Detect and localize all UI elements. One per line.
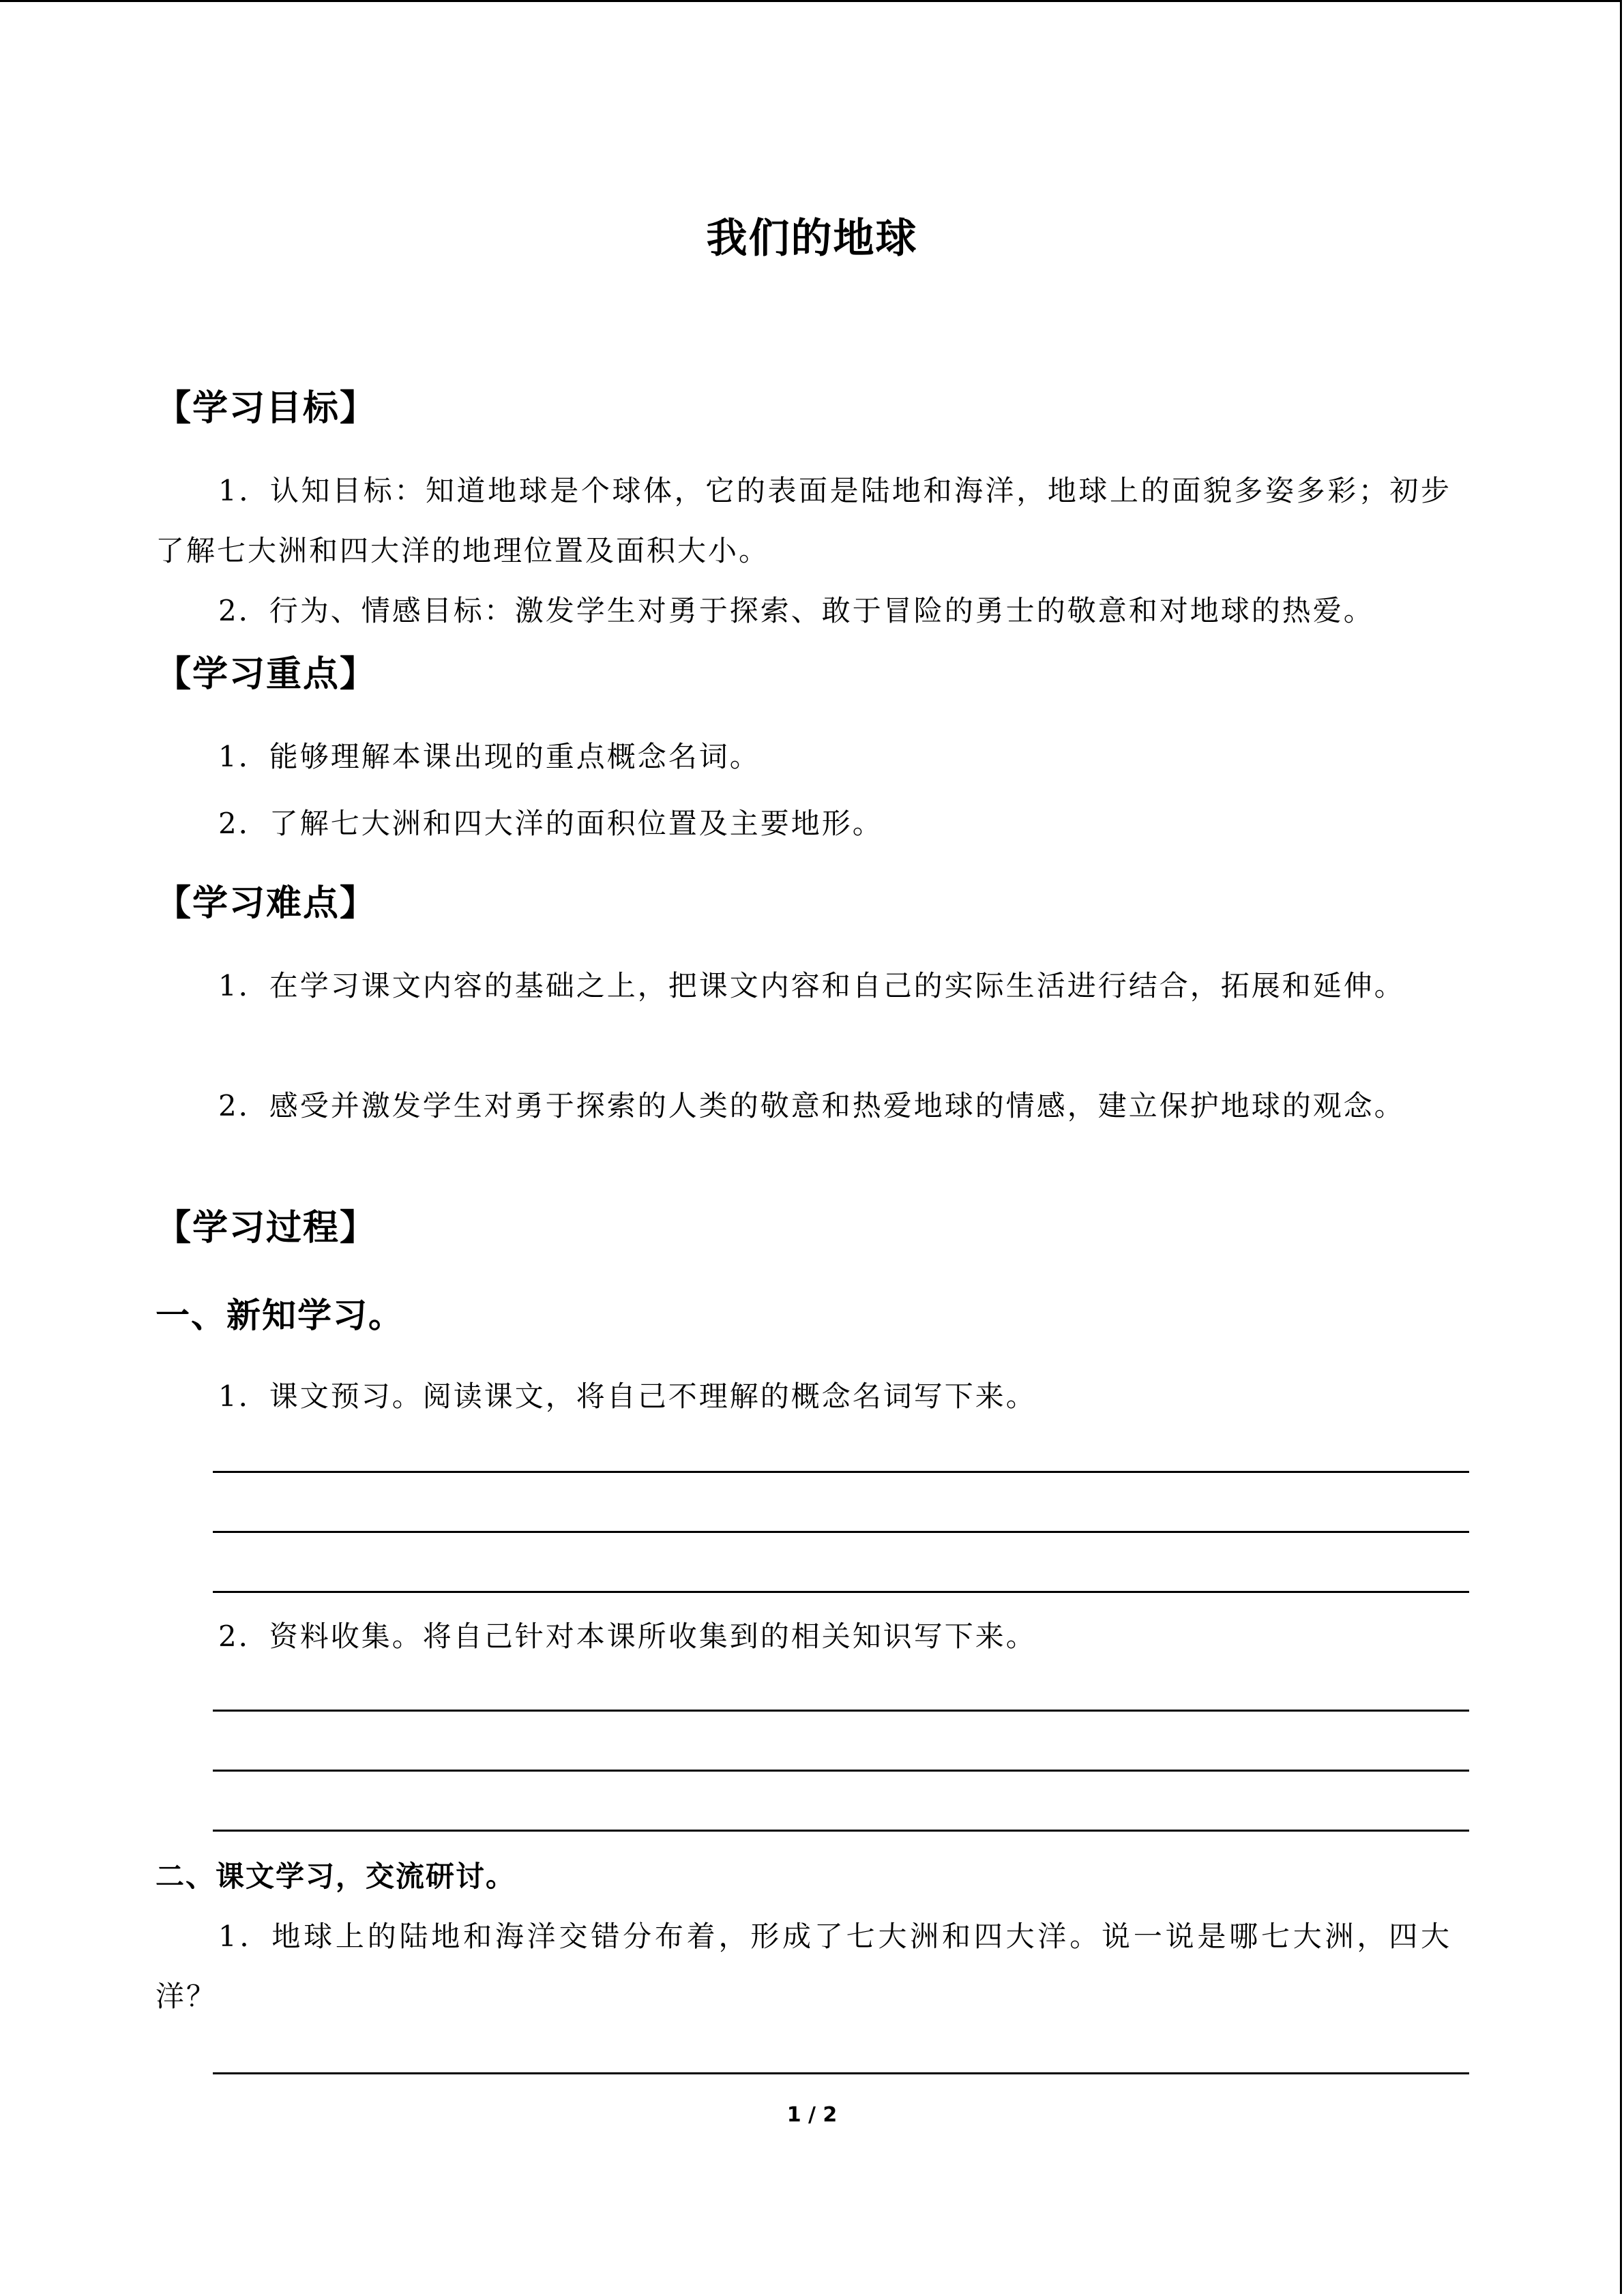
- difficulties-item-2: 2．感受并激发学生对勇于探索的人类的敬意和热爱地球的情感，建立保护地球的观念。: [218, 1089, 1405, 1122]
- answer-line[interactable]: [213, 1531, 1469, 1533]
- objectives-item-2: 2．行为、情感目标：激发学生对勇于探索、敢于冒险的勇士的敬意和对地球的热爱。: [218, 594, 1374, 627]
- answer-line[interactable]: [213, 1591, 1469, 1593]
- page-number: 1 / 2: [786, 2103, 838, 2127]
- answer-line[interactable]: [213, 1770, 1469, 1772]
- difficulties-heading: 【学习难点】: [156, 883, 377, 924]
- key-points-item-2: 2．了解七大洲和四大洋的面积位置及主要地形。: [218, 807, 883, 840]
- part1-item-1: 1．课文预习。阅读课文，将自己不理解的概念名词写下来。: [218, 1380, 1037, 1413]
- key-points-item-1: 1．能够理解本课出现的重点概念名词。: [218, 740, 761, 773]
- objectives-heading: 【学习目标】: [156, 388, 377, 429]
- part2-item-1: 1．地球上的陆地和海洋交错分布着，形成了七大洲和四大洋。说一说是哪七大洲，四大洋？: [156, 1920, 1451, 2013]
- objectives-item-1: 1．认知目标：知道地球是个球体，它的表面是陆地和海洋，地球上的面貌多姿多彩；初步了解七大洲和四大洋的地理位置及面积大小。: [156, 474, 1451, 567]
- part2-title: 二、课文学习，交流研讨。: [156, 1860, 516, 1893]
- answer-line[interactable]: [213, 1471, 1469, 1473]
- answer-line[interactable]: [213, 1830, 1469, 1832]
- page-title: 我们的地球: [706, 215, 918, 263]
- answer-line[interactable]: [213, 2072, 1469, 2074]
- difficulties-item-1: 1．在学习课文内容的基础之上，把课文内容和自己的实际生活进行结合，拓展和延伸。: [218, 969, 1405, 1002]
- process-heading: 【学习过程】: [156, 1208, 377, 1249]
- part1-title: 一、新知学习。: [156, 1295, 404, 1335]
- key-points-heading: 【学习重点】: [156, 654, 377, 695]
- part1-item-2: 2．资料收集。将自己针对本课所收集到的相关知识写下来。: [218, 1620, 1037, 1653]
- answer-line[interactable]: [213, 1710, 1469, 1712]
